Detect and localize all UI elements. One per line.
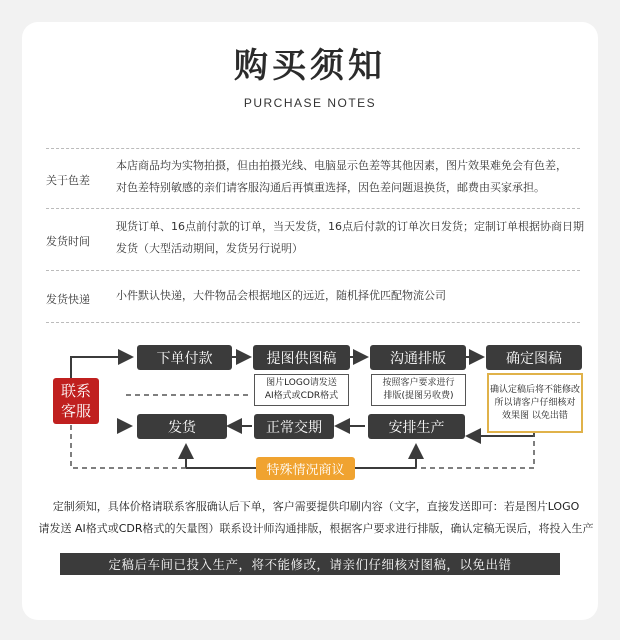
page-subtitle: PURCHASE NOTES [243, 96, 377, 110]
footer-line: 定制须知，具体价格请联系客服确认后下单，客户需要提供印刷内容（文字，直接发送即可：若是图片LOGO [52, 500, 580, 513]
note-label-shipping-time: 发货时间 [46, 235, 90, 248]
note-line: 发货（大型活动期间，发货另行说明） [116, 242, 303, 255]
special-case-badge: 特殊情况商议 [256, 457, 355, 480]
note-line: 小件默认快递，大件物品会根据地区的远近，随机择优匹配物流公司 [116, 289, 446, 302]
note-confirm-warning [487, 373, 583, 433]
note-line: 对色差特别敏感的亲们请客服沟通后再慎重选择，因色差问题退换货，邮费由买家承担。 [116, 181, 545, 194]
note-line: 图片LOGO请发送 [266, 378, 337, 388]
note-line: 现货订单、16点前付款的订单，当天发货，16点后付款的订单次日发货；定制订单根据协商日期 [116, 220, 584, 233]
step-provide-artwork: 提图供图稿 [253, 345, 350, 370]
page-title: 购买须知 [234, 46, 386, 86]
note-artwork-format [254, 374, 349, 406]
note-line: 效果图 以免出错 [502, 410, 568, 421]
note-line: 本店商品均为实物拍摄，但由拍摄光线、电脑显示色差等其他因素，图片效果难免会有色差， [116, 159, 567, 172]
step-production: 安排生产 [368, 414, 465, 439]
note-label-color: 关于色差 [46, 174, 90, 187]
step-ship: 发货 [137, 414, 227, 439]
note-line: AI格式或CDR格式 [264, 391, 339, 401]
note-line: 所以请客户仔细核对 [494, 397, 576, 408]
footer-text [36, 496, 596, 540]
step-normal-delivery: 正常交期 [254, 414, 334, 439]
step-confirm-artwork: 确定图稿 [486, 345, 582, 370]
note-line: 按照客户要求进行 [382, 378, 455, 388]
note-label-courier: 发货快递 [46, 293, 90, 306]
warning-banner: 定稿后车间已投入生产，将不能修改，请亲们仔细核对图稿，以免出错 [60, 553, 560, 575]
step-discuss-layout: 沟通排版 [370, 345, 466, 370]
step-order-pay: 下单付款 [137, 345, 232, 370]
footer-line: 请发送 AI格式或CDR格式的矢量图）联系设计师沟通排版，根据客户要求进行排版，确认定稿无误后，将投入生产 [38, 522, 594, 535]
contact-service-badge[interactable] [53, 378, 99, 424]
note-line: 确认定稿后将不能修改 [489, 384, 580, 395]
note-layout [371, 374, 466, 406]
contact-line: 客服 [60, 402, 91, 420]
note-line: 排版(提图另收费) [383, 391, 454, 401]
contact-line: 联系 [60, 382, 91, 400]
